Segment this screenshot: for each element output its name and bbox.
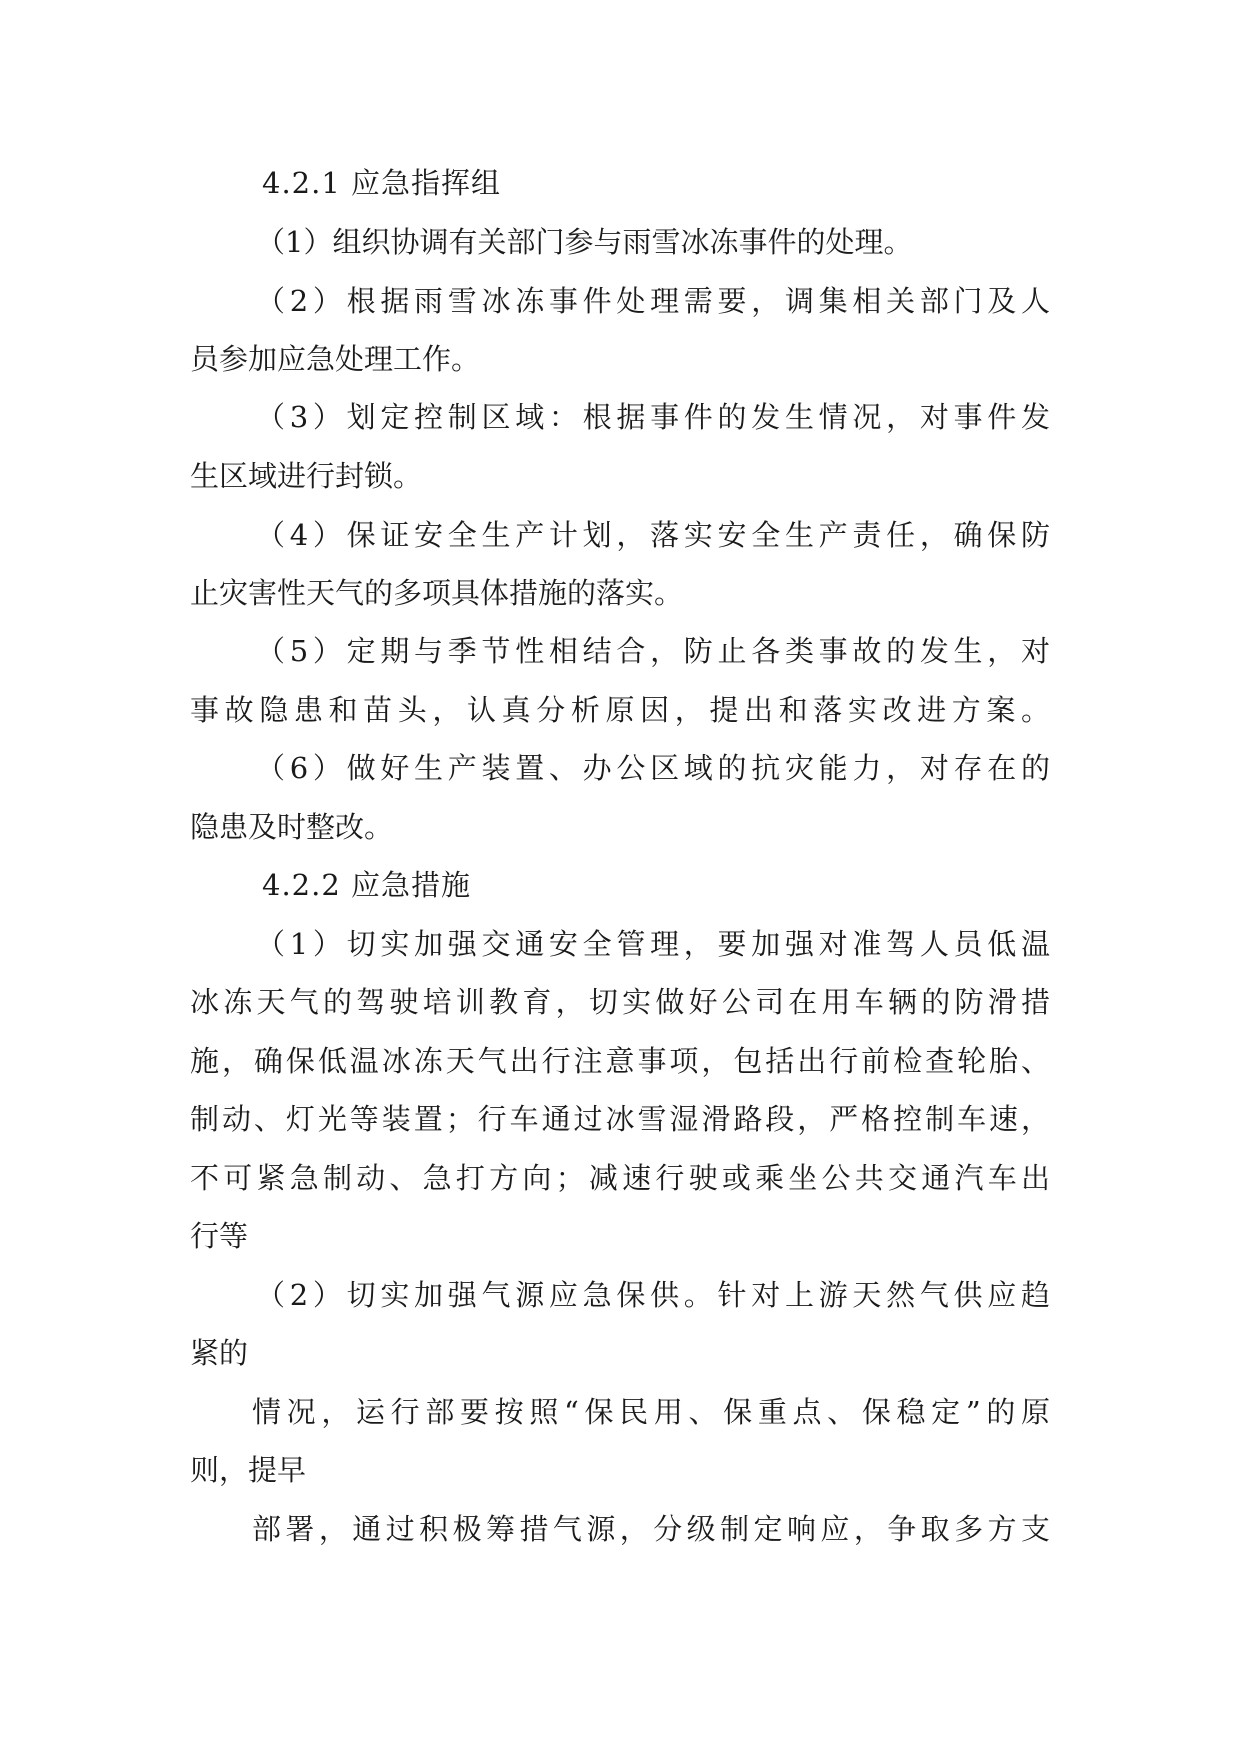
paragraph-line: 生区域进行封锁。: [190, 459, 423, 493]
paragraph-line: 则，提早: [190, 1453, 307, 1487]
paragraph-line: （2）根据雨雪冰冻事件处理需要，调集相关部门及人: [256, 284, 1050, 318]
paragraph-line: 不可紧急制动、急打方向；减速行驶或乘坐公共交通汽车出: [190, 1161, 1050, 1195]
paragraph-line: 制动、灯光等装置；行车通过冰雪湿滑路段，严格控制车速，: [190, 1102, 1050, 1136]
paragraph-line: （4）保证安全生产计划，落实安全生产责任，确保防: [256, 518, 1050, 552]
paragraph-line: 冰冻天气的驾驶培训教育，切实做好公司在用车辆的防滑措: [190, 985, 1050, 1019]
paragraph-line: 止灾害性天气的多项具体措施的落实。: [190, 576, 684, 610]
paragraph-line: （6）做好生产装置、办公区域的抗灾能力，对存在的: [256, 751, 1050, 785]
paragraph-line: 事故隐患和苗头，认真分析原因，提出和落实改进方案。: [190, 693, 1050, 727]
paragraph-line: 员参加应急处理工作。: [190, 342, 481, 376]
paragraph-line: （2）切实加强气源应急保供。针对上游天然气供应趋: [256, 1278, 1050, 1312]
paragraph-line: （5）定期与季节性相结合，防止各类事故的发生，对: [256, 634, 1050, 668]
paragraph-line: 情况，运行部要按照“保民用、保重点、保稳定”的原: [252, 1395, 1050, 1429]
paragraph-line: （1）组织协调有关部门参与雨雪冰冻事件的处理。: [256, 225, 913, 259]
paragraph-line: （3）划定控制区域：根据事件的发生情况，对事件发: [256, 400, 1050, 434]
paragraph-line: 隐患及时整改。: [190, 810, 394, 844]
section-heading-4-2-2: 4.2.2 应急措施: [262, 868, 472, 902]
paragraph-line: 紧的: [190, 1336, 249, 1370]
paragraph-line: 行等: [190, 1219, 249, 1253]
paragraph-line: （1）切实加强交通安全管理，要加强对准驾人员低温: [256, 927, 1050, 961]
paragraph-line: 部署，通过积极筹措气源，分级制定响应，争取多方支: [252, 1512, 1050, 1546]
section-heading-4-2-1: 4.2.1 应急指挥组: [262, 166, 502, 200]
paragraph-line: 施，确保低温冰冻天气出行注意事项，包括出行前检查轮胎、: [190, 1044, 1050, 1078]
